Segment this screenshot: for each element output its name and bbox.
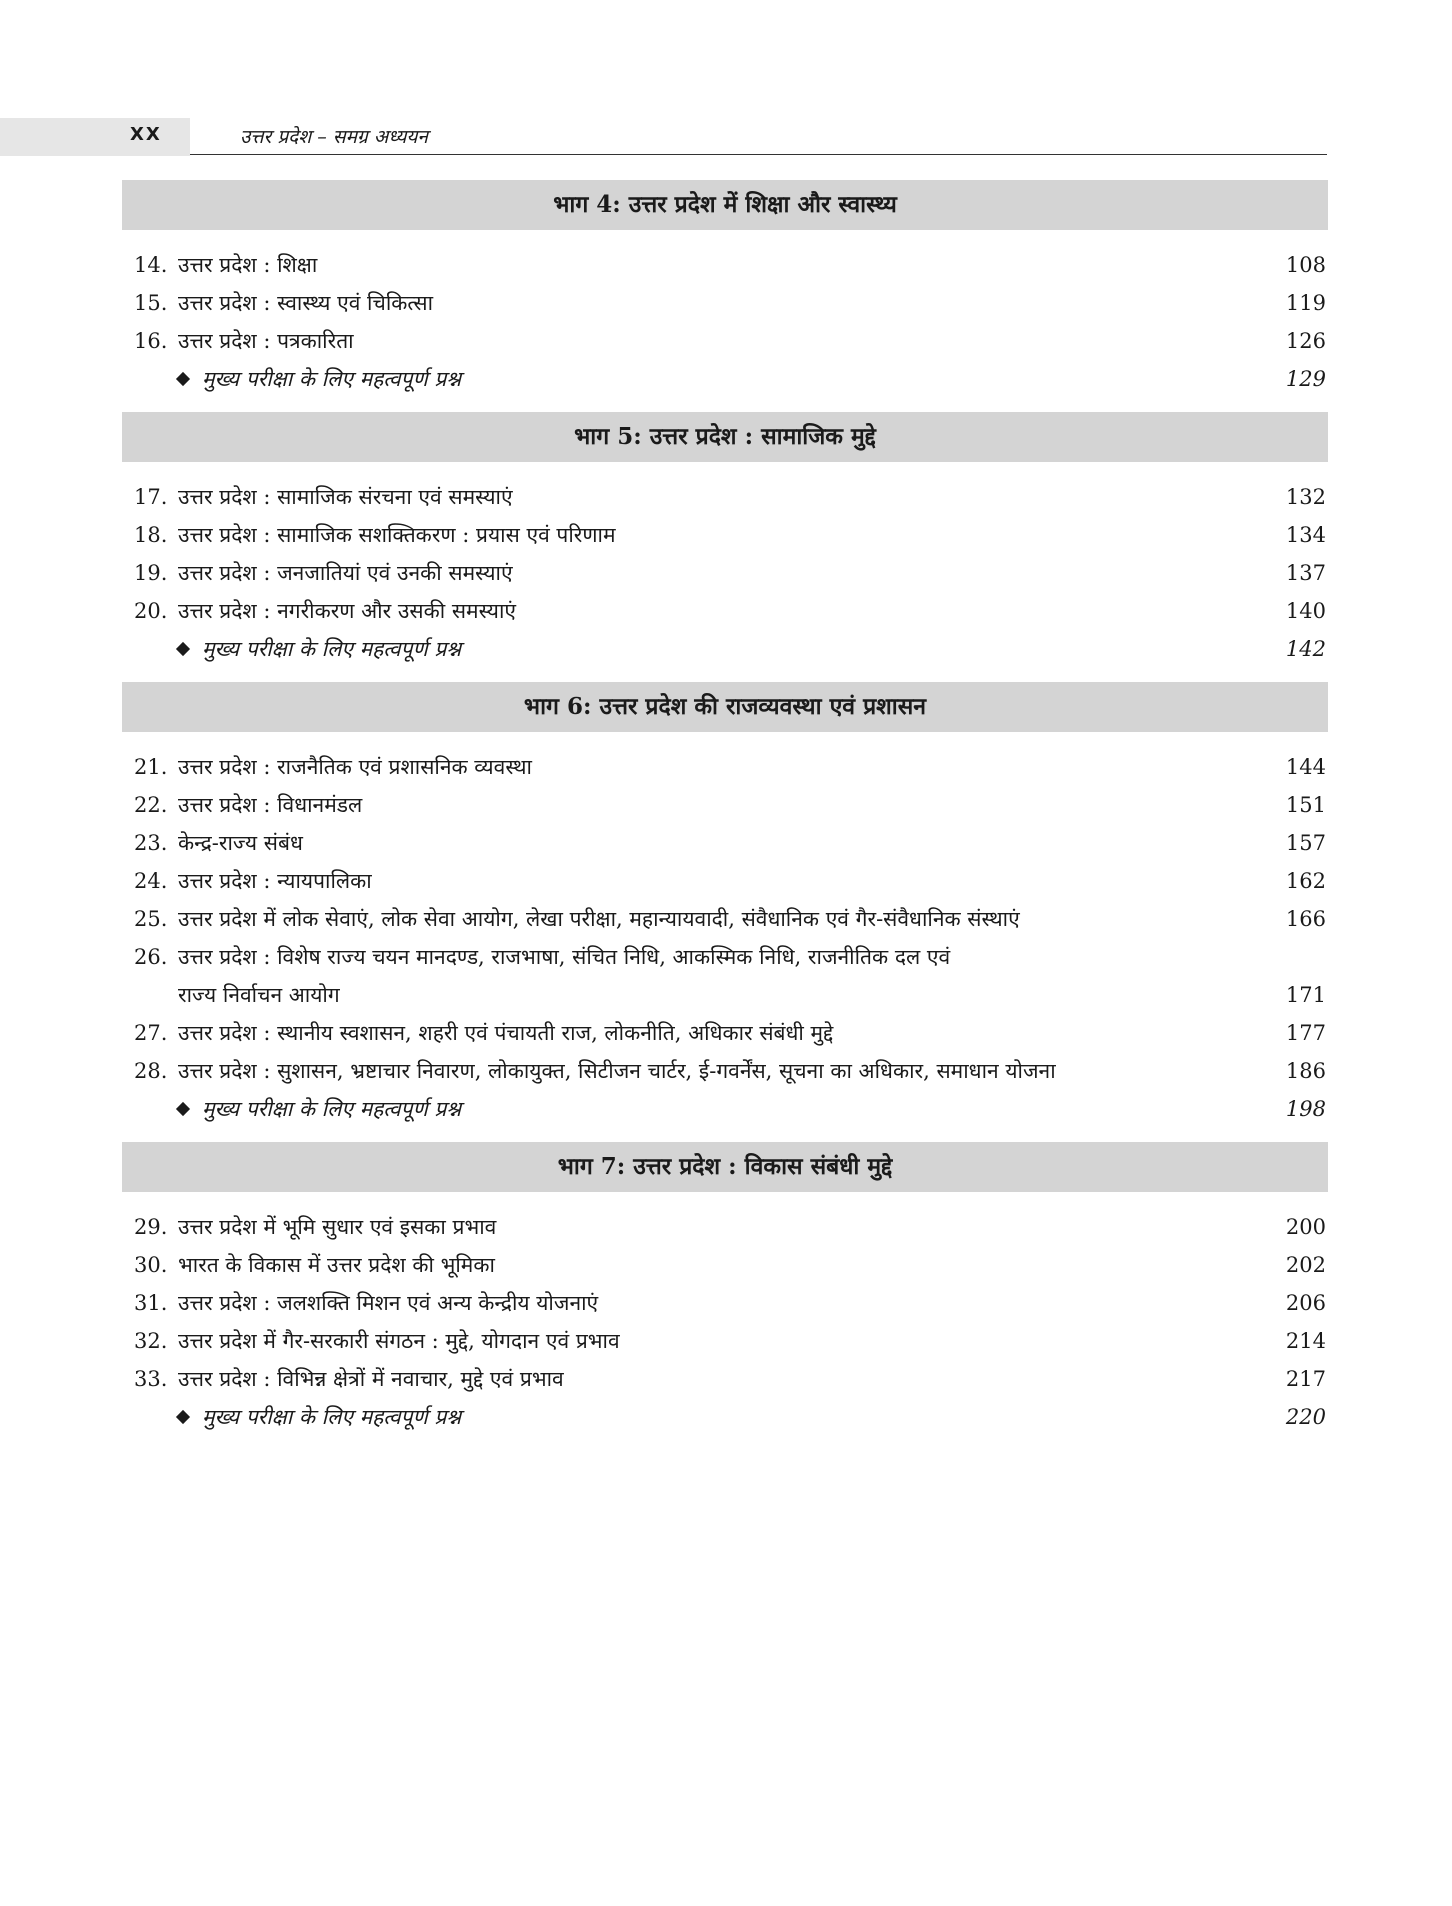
chapter-number: 24. <box>134 869 168 893</box>
toc-entry[interactable] <box>122 1360 1328 1398</box>
chapter-page-number: 206 <box>1285 1291 1326 1315</box>
chapter-number: 33. <box>134 1367 168 1391</box>
chapter-page-number: 137 <box>1285 561 1326 585</box>
toc-entry[interactable] <box>122 1322 1328 1360</box>
chapter-title-line: उत्तर प्रदेश : राजनैतिक एवं प्रशासनिक व्यवस्था <box>178 755 532 779</box>
chapter-title-line: उत्तर प्रदेश : जनजातियां एवं उनकी समस्याएं <box>178 561 513 585</box>
part-heading: भाग 4: उत्तर प्रदेश में शिक्षा और स्वास्थ्य <box>122 180 1328 230</box>
chapter-title-line: उत्तर प्रदेश : जलशक्ति मिशन एवं अन्य केन्द्रीय योजनाएं <box>178 1291 599 1315</box>
table-of-contents <box>122 180 1328 1450</box>
chapter-page-number: 166 <box>1285 907 1326 931</box>
chapter-title-line: उत्तर प्रदेश : नगरीकरण और उसकी समस्याएं <box>178 599 517 623</box>
toc-entry[interactable] <box>122 938 1328 1014</box>
chapter-number: 31. <box>134 1291 168 1315</box>
chapter-title-line: उत्तर प्रदेश : सामाजिक संरचना एवं समस्याएं <box>178 485 513 509</box>
chapter-title <box>178 748 1256 786</box>
chapter-title-line: राज्य निर्वाचन आयोग <box>178 983 340 1007</box>
chapter-number: 25. <box>134 907 168 931</box>
chapter-title <box>178 1052 1256 1090</box>
running-title: उत्तर प्रदेश – समग्र अध्ययन <box>240 126 428 148</box>
chapter-title-line: उत्तर प्रदेश : पत्रकारिता <box>178 329 354 353</box>
chapter-page-number: 214 <box>1285 1329 1326 1353</box>
toc-entry[interactable] <box>122 1014 1328 1052</box>
toc-entry[interactable] <box>122 786 1328 824</box>
chapter-number: 14. <box>134 253 168 277</box>
part-heading: भाग 5: उत्तर प्रदेश : सामाजिक मुद्दे <box>122 412 1328 462</box>
toc-entry[interactable] <box>122 1052 1328 1090</box>
chapter-title-line: उत्तर प्रदेश : न्यायपालिका <box>178 869 372 893</box>
chapter-page-number: 162 <box>1285 869 1326 893</box>
chapter-number: 16. <box>134 329 168 353</box>
chapter-page-number: 171 <box>1285 983 1326 1007</box>
toc-entry[interactable] <box>122 1208 1328 1246</box>
chapter-page-number: 151 <box>1285 793 1326 817</box>
chapter-title <box>178 862 1256 900</box>
chapter-title-line: भारत के विकास में उत्तर प्रदेश की भूमिका <box>178 1253 495 1277</box>
toc-part <box>122 1142 1328 1436</box>
part-heading: भाग 7: उत्तर प्रदेश : विकास संबंधी मुद्दे <box>122 1142 1328 1192</box>
chapter-title <box>178 1208 1256 1246</box>
chapter-number: 19. <box>134 561 168 585</box>
chapter-page-number: 200 <box>1285 1215 1326 1239</box>
toc-entry[interactable] <box>122 554 1328 592</box>
chapter-title-line: उत्तर प्रदेश : विशेष राज्य चयन मानदण्ड, राजभाषा, संचित निधि, आकस्मिक निधि, राजनीतिक दल एवं <box>178 945 951 969</box>
chapter-number: 20. <box>134 599 168 623</box>
toc-entry[interactable] <box>122 592 1328 630</box>
chapter-title <box>178 1360 1256 1398</box>
important-questions-label: मुख्य परीक्षा के लिए महत्वपूर्ण प्रश्न <box>202 637 462 661</box>
important-questions-label: मुख्य परीक्षा के लिए महत्वपूर्ण प्रश्न <box>202 1405 462 1429</box>
important-questions-entry[interactable] <box>122 360 1328 398</box>
chapter-title-line: उत्तर प्रदेश : स्थानीय स्वशासन, शहरी एवं पंचायती राज, लोकनीति, अधिकार संबंधी मुद्दे <box>178 1021 834 1045</box>
important-questions-page: 220 <box>1285 1405 1326 1429</box>
chapter-page-number: 140 <box>1285 599 1326 623</box>
important-questions-page: 142 <box>1285 637 1326 661</box>
chapter-number: 21. <box>134 755 168 779</box>
important-questions-label: मुख्य परीक्षा के लिए महत्वपूर्ण प्रश्न <box>202 1097 462 1121</box>
chapter-page-number: 134 <box>1285 523 1326 547</box>
header-divider <box>190 154 1327 155</box>
chapter-number: 18. <box>134 523 168 547</box>
part-heading: भाग 6: उत्तर प्रदेश की राजव्यवस्था एवं प्रशासन <box>122 682 1328 732</box>
chapter-page-number: 144 <box>1285 755 1326 779</box>
chapter-title-line: उत्तर प्रदेश में गैर-सरकारी संगठन : मुद्दे, योगदान एवं प्रभाव <box>178 1329 620 1353</box>
important-questions-page: 129 <box>1285 367 1326 391</box>
chapter-title <box>178 246 1256 284</box>
chapter-number: 26. <box>134 945 168 969</box>
toc-part <box>122 412 1328 668</box>
important-questions-entry[interactable] <box>122 1090 1328 1128</box>
page-number: XX <box>130 124 162 145</box>
chapter-title <box>178 1322 1256 1360</box>
chapter-title-line: उत्तर प्रदेश : स्वास्थ्य एवं चिकित्सा <box>178 291 434 315</box>
toc-entry[interactable] <box>122 284 1328 322</box>
toc-entry[interactable] <box>122 1246 1328 1284</box>
important-questions-entry[interactable] <box>122 1398 1328 1436</box>
chapter-number: 29. <box>134 1215 168 1239</box>
chapter-title <box>178 554 1256 592</box>
toc-entry[interactable] <box>122 246 1328 284</box>
chapter-title-line: केन्द्र-राज्य संबंध <box>178 831 303 855</box>
chapter-title-line: उत्तर प्रदेश : विधानमंडल <box>178 793 363 817</box>
chapter-title <box>178 824 1256 862</box>
toc-entry[interactable] <box>122 1284 1328 1322</box>
chapter-number: 23. <box>134 831 168 855</box>
chapter-title <box>178 900 1256 938</box>
chapter-number: 28. <box>134 1059 168 1083</box>
chapter-page-number: 177 <box>1285 1021 1326 1045</box>
chapter-title <box>178 1014 1256 1052</box>
chapter-page-number: 186 <box>1285 1059 1326 1083</box>
chapter-number: 27. <box>134 1021 168 1045</box>
chapter-title <box>178 516 1256 554</box>
chapter-number: 30. <box>134 1253 168 1277</box>
chapter-number: 22. <box>134 793 168 817</box>
chapter-title <box>178 592 1256 630</box>
toc-entry[interactable] <box>122 748 1328 786</box>
chapter-title <box>178 938 1256 1014</box>
chapter-title <box>178 284 1256 322</box>
chapter-page-number: 108 <box>1285 253 1326 277</box>
diamond-bullet-icon <box>176 372 190 386</box>
diamond-bullet-icon <box>176 1410 190 1424</box>
chapter-title <box>178 1246 1256 1284</box>
chapter-number: 15. <box>134 291 168 315</box>
important-questions-page: 198 <box>1285 1097 1326 1121</box>
chapter-title-line: उत्तर प्रदेश : सामाजिक सशक्तिकरण : प्रयास एवं परिणाम <box>178 523 616 547</box>
chapter-page-number: 157 <box>1285 831 1326 855</box>
chapter-page-number: 119 <box>1285 291 1326 315</box>
chapter-title-line: उत्तर प्रदेश में भूमि सुधार एवं इसका प्रभाव <box>178 1215 497 1239</box>
chapter-title <box>178 786 1256 824</box>
toc-entry[interactable] <box>122 862 1328 900</box>
chapter-title-line: उत्तर प्रदेश : शिक्षा <box>178 253 318 277</box>
chapter-title-line: उत्तर प्रदेश : विभिन्न क्षेत्रों में नवाचार, मुद्दे एवं प्रभाव <box>178 1367 564 1391</box>
chapter-page-number: 126 <box>1285 329 1326 353</box>
toc-entry[interactable] <box>122 900 1328 938</box>
chapter-number: 32. <box>134 1329 168 1353</box>
toc-part <box>122 180 1328 398</box>
diamond-bullet-icon <box>176 642 190 656</box>
toc-entry[interactable] <box>122 824 1328 862</box>
chapter-page-number: 202 <box>1285 1253 1326 1277</box>
chapter-page-number: 132 <box>1285 485 1326 509</box>
toc-part <box>122 682 1328 1128</box>
chapter-title <box>178 322 1256 360</box>
chapter-page-number: 217 <box>1285 1367 1326 1391</box>
diamond-bullet-icon <box>176 1102 190 1116</box>
toc-entry[interactable] <box>122 478 1328 516</box>
chapter-title <box>178 478 1256 516</box>
page-number-tab <box>0 118 190 156</box>
chapter-number: 17. <box>134 485 168 509</box>
page-header <box>0 118 1327 158</box>
toc-entry[interactable] <box>122 516 1328 554</box>
toc-entry[interactable] <box>122 322 1328 360</box>
important-questions-entry[interactable] <box>122 630 1328 668</box>
chapter-title <box>178 1284 1256 1322</box>
important-questions-label: मुख्य परीक्षा के लिए महत्वपूर्ण प्रश्न <box>202 367 462 391</box>
chapter-title-line: उत्तर प्रदेश : सुशासन, भ्रष्टाचार निवारण, लोकायुक्त, सिटीजन चार्टर, ई-गवर्नेंस, सूचना का अधिकार, समाधान योजना <box>178 1059 1056 1083</box>
chapter-title-line: उत्तर प्रदेश में लोक सेवाएं, लोक सेवा आयोग, लेखा परीक्षा, महान्यायवादी, संवैधानिक एवं गैर-संवैधानिक संस्थाएं <box>178 907 1020 931</box>
